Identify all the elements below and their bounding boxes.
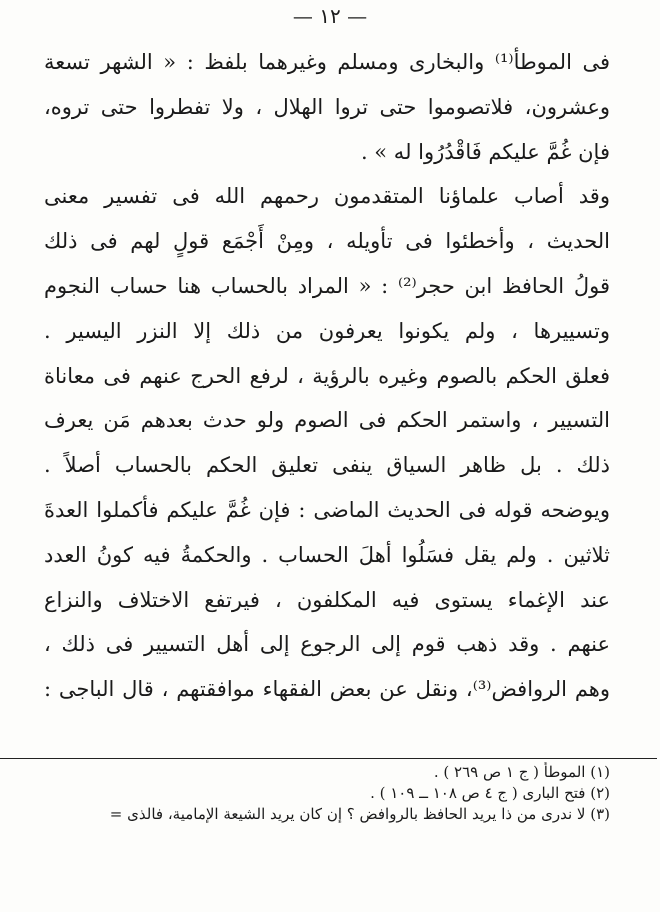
- text-line: وعشرون، فلاتصوموا حتى تروا الهلال ، ولا تفطروا حتى تروه،: [44, 94, 610, 119]
- text-line: ويوضحه قوله فى الحديث الماضى : فإن غُمَّ عليكم فأكملوا العدةَ: [44, 497, 610, 522]
- text-line: وهم الروافض⁽³⁾، ونقل عن بعض الفقهاء موافقتهم ، قال الباجى :: [44, 677, 610, 702]
- text-line: فإن غُمَّ عليكم فَاقْدُرُوا له » .: [360, 139, 610, 164]
- footnote-divider: [0, 758, 657, 759]
- text-line: وتسييرها ، ولم يكونوا يعرفون من ذلك إلا النزر اليسير .: [44, 318, 610, 343]
- text-line: التسيير ، واستمر الحكم فى الصوم ولو حدث بعدهم مَن يعرف: [44, 408, 610, 433]
- text-line: قولُ الحافظ ابن حجر⁽²⁾ : « المراد بالحساب هنا حساب النجوم: [44, 273, 610, 298]
- footnote: (٣) لا ندرى من ذا يريد الحافظ بالروافض ؟ إن كان يريد الشيعة الإمامية، فالذى =: [109, 805, 610, 823]
- body-text: [44, 40, 610, 712]
- footnote: (١) الموطأ ( ج ١ ص ٢٦٩ ) .: [433, 763, 610, 781]
- page-number: — ١٢ —: [292, 4, 368, 28]
- text-line: عند الإغماء يستوى فيه المكلفون ، فيرتفع الاختلاف والنزاع: [44, 587, 610, 612]
- text-line: الحديث ، وأخطئوا فى تأويله ، ومِنْ أَجْمَع قولٍ لهم فى ذلك: [44, 229, 610, 254]
- text-line: ثلاثين . ولم يقل فسَلُوا أهلَ الحساب . والحكمةُ فيه كونُ العدد: [44, 542, 610, 567]
- text-line: عنهم . وقد ذهب قوم إلى الرجوع إلى أهل التسيير فى ذلك ،: [44, 632, 610, 657]
- text-line: وقد أصاب علماؤنا المتقدمون رحمهم الله فى تفسير معنى: [44, 184, 610, 209]
- footnote: (٢) فتح البارى ( ج ٤ ص ١٠٨ ــ ١٠٩ ) .: [370, 784, 610, 802]
- text-line: ذلك . بل ظاهر السياق ينفى تعليق الحكم بالحساب أصلاً .: [44, 453, 610, 478]
- text-line: فى الموطأ⁽¹⁾ والبخارى ومسلم وغيرهما بلفظ : « الشهر تسعة: [44, 50, 610, 74]
- text-line: فعلق الحكم بالصوم وغيره بالرؤية ، لرفع الحرج عنهم فى معاناة: [44, 363, 610, 388]
- footnotes: [44, 762, 610, 825]
